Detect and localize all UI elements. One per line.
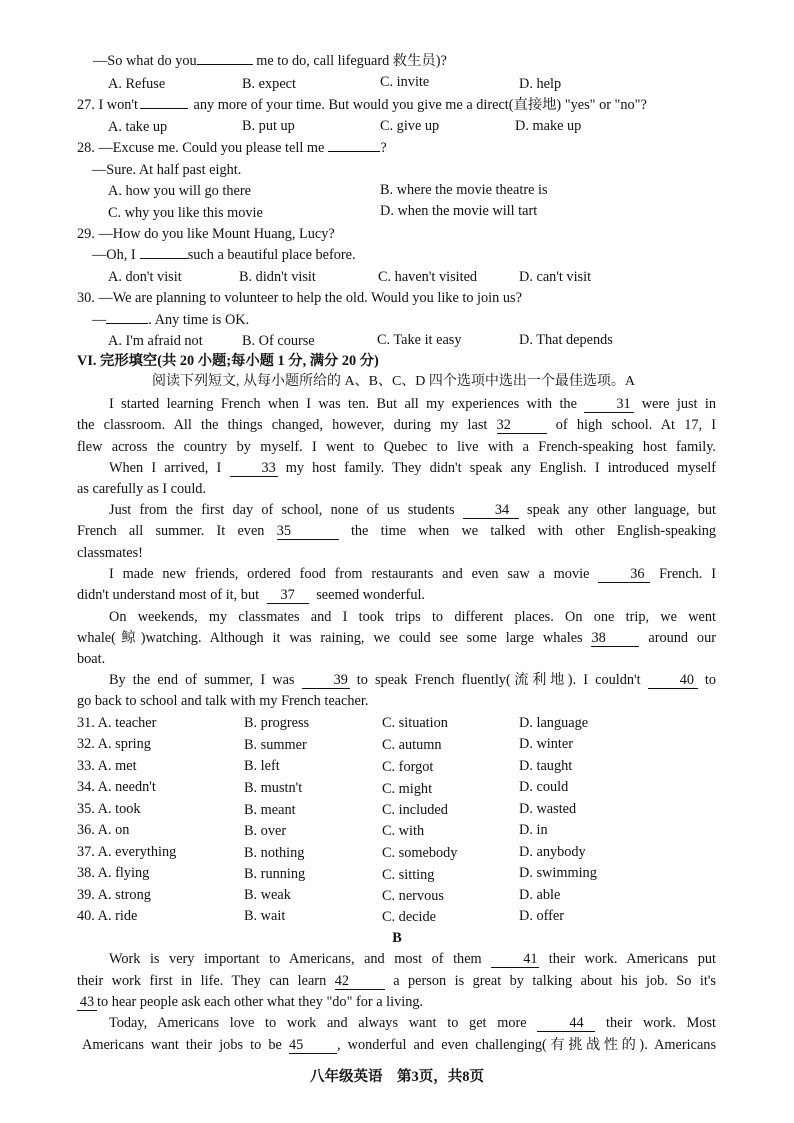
passage-a-p1-line3: flew across the country by myself. I went to Quebec to live with a French-speaking host family. bbox=[77, 439, 716, 455]
q37-option-a: 37. A. everything bbox=[77, 844, 177, 860]
p6-l1-c: to bbox=[704, 672, 716, 688]
p2-l1-b: my host family. They didn't speak any English. I introduced myself bbox=[285, 460, 717, 476]
q33-option-b: B. left bbox=[244, 758, 280, 774]
blank-44: 44 bbox=[537, 1016, 595, 1032]
q27-stem bbox=[77, 96, 647, 114]
q39-option-c: C. nervous bbox=[382, 888, 444, 904]
q36-option-b: B. over bbox=[244, 823, 287, 839]
passage-a-p4-line1 bbox=[77, 565, 716, 583]
q34-option-a: 34. A. needn't bbox=[77, 779, 156, 795]
passage-a-p5-line1: On weekends, my classmates and I took trips to different places. On one trip, we went bbox=[109, 609, 716, 625]
blank-39: 39 bbox=[302, 673, 350, 689]
q29-reply-a: —Oh, I bbox=[92, 247, 136, 263]
q28-option-a: A. how you will go there bbox=[108, 183, 251, 199]
q29-option-a: A. don't visit bbox=[108, 269, 182, 285]
q37-option-d: D. anybody bbox=[519, 844, 586, 860]
p3-l2-a: French all summer. It even bbox=[77, 523, 265, 539]
q30-option-b: B. Of course bbox=[242, 333, 315, 349]
q35-option-d: D. wasted bbox=[519, 801, 577, 817]
passage-a-p3-line2 bbox=[77, 522, 716, 540]
q32-option-c: C. autumn bbox=[382, 737, 442, 753]
passage-a-p5-line3: boat. bbox=[77, 651, 106, 667]
p6-l1-a: By the end of summer, I was bbox=[109, 672, 295, 688]
q27-option-a: A. take up bbox=[108, 119, 168, 135]
passage-b-line1 bbox=[77, 950, 716, 968]
q34-option-c: C. might bbox=[382, 781, 433, 797]
q26-option-d: D. help bbox=[519, 76, 562, 92]
passage-a-p4-line2 bbox=[77, 586, 425, 604]
passage-a-p2-line2: as carefully as I could. bbox=[77, 481, 207, 497]
q36-option-a: 36. A. on bbox=[77, 822, 130, 838]
passage-a-p1-line1 bbox=[77, 395, 716, 413]
pb-l5-a: Americans want their jobs to be bbox=[82, 1037, 282, 1053]
q27-stem-a: 27. I won't bbox=[77, 97, 138, 113]
q30-option-d: D. That depends bbox=[519, 332, 613, 348]
q28-blank bbox=[328, 151, 380, 152]
q30-option-c: C. Take it easy bbox=[377, 332, 462, 348]
passage-a-p3-line1 bbox=[77, 501, 716, 519]
q40-option-a: 40. A. ride bbox=[77, 908, 138, 924]
q32-option-a: 32. A. spring bbox=[77, 736, 151, 752]
q35-option-a: 35. A. took bbox=[77, 801, 141, 817]
q40-option-b: B. wait bbox=[244, 908, 286, 924]
passage-a-p6-line1 bbox=[77, 671, 716, 689]
q28-stem-a: 28. —Excuse me. Could you please tell me bbox=[77, 140, 325, 156]
blank-38: 38 bbox=[591, 631, 639, 647]
p4-l1-b: French. I bbox=[659, 566, 716, 582]
p1-l1-b: were just in bbox=[641, 396, 717, 412]
p1-l2-a: the classroom. All the things changed, however, during my last bbox=[77, 417, 488, 433]
p4-l2-a: didn't understand most of it, but bbox=[77, 587, 260, 603]
q30-stem: 30. —We are planning to volunteer to help the old. Would you like to join us? bbox=[77, 290, 522, 306]
q36-option-d: D. in bbox=[519, 822, 548, 838]
q29-option-d: D. can't visit bbox=[519, 269, 592, 285]
q27-option-b: B. put up bbox=[242, 118, 295, 134]
q39-option-b: B. weak bbox=[244, 887, 291, 903]
passage-b-line2 bbox=[77, 972, 716, 990]
q31-option-a: 31. A. teacher bbox=[77, 715, 157, 731]
q40-option-c: C. decide bbox=[382, 909, 436, 925]
p2-l1-a: When I arrived, I bbox=[109, 460, 222, 476]
q33-option-c: C. forgot bbox=[382, 759, 434, 775]
blank-34: 34 bbox=[463, 503, 519, 519]
q36-option-c: C. with bbox=[382, 823, 425, 839]
q38-option-d: D. swimming bbox=[519, 865, 597, 881]
q38-option-b: B. running bbox=[244, 866, 306, 882]
q31-option-d: D. language bbox=[519, 715, 589, 731]
q33-option-d: D. taught bbox=[519, 758, 573, 774]
q29-stem: 29. —How do you like Mount Huang, Lucy? bbox=[77, 226, 335, 242]
p4-l2-b: seemed wonderful. bbox=[316, 587, 426, 603]
passage-b-line4 bbox=[77, 1014, 716, 1032]
q38-option-a: 38. A. flying bbox=[77, 865, 150, 881]
q26-blank bbox=[197, 64, 253, 65]
q26-option-c: C. invite bbox=[380, 74, 430, 90]
pb-l4-b: their work. Most bbox=[606, 1015, 717, 1031]
q26-option-a: A. Refuse bbox=[108, 76, 166, 92]
blank-37: 37 bbox=[267, 588, 309, 604]
q28-option-d: D. when the movie will tart bbox=[380, 203, 538, 219]
q30-reply-a: — bbox=[92, 312, 107, 328]
q38-option-c: C. sitting bbox=[382, 867, 435, 883]
page-footer: 八年级英语 第3页，共8页 bbox=[310, 1069, 484, 1085]
q30-reply-b: . Any time is OK. bbox=[148, 312, 250, 328]
q28-option-b: B. where the movie theatre is bbox=[380, 182, 548, 198]
p3-l1-b: speak any other language, but bbox=[527, 502, 716, 518]
q27-option-d: D. make up bbox=[515, 118, 582, 134]
q30-option-a: A. I'm afraid not bbox=[108, 333, 203, 349]
q29-reply bbox=[92, 246, 356, 264]
passage-b-line3 bbox=[77, 993, 423, 1011]
pb-l3-b: to hear people ask each other what they "do" for a living. bbox=[97, 994, 424, 1010]
blank-33: 33 bbox=[230, 461, 278, 477]
blank-40: 40 bbox=[648, 673, 698, 689]
p5-l2-a: whale(鲸)watching. Although it was raining, we could see some large whales bbox=[77, 630, 583, 646]
q28-option-c: C. why you like this movie bbox=[108, 205, 263, 221]
blank-31: 31 bbox=[584, 397, 634, 413]
blank-35: 35 bbox=[277, 524, 339, 540]
q26-stem-a: —So what do you bbox=[93, 53, 197, 69]
q28-reply: —Sure. At half past eight. bbox=[92, 162, 242, 178]
q39-option-a: 39. A. strong bbox=[77, 887, 151, 903]
q33-option-a: 33. A. met bbox=[77, 758, 137, 774]
q27-stem-b: any more of your time. But would you give me a direct(直接地) "yes" or "no"? bbox=[189, 97, 647, 113]
passage-b-heading: B bbox=[392, 930, 402, 946]
pb-l1-a: Work is very important to Americans, and most of them bbox=[109, 951, 482, 967]
passage-a-p1-line2 bbox=[77, 416, 716, 434]
q27-option-c: C. give up bbox=[380, 118, 440, 134]
q26-stem bbox=[93, 52, 447, 70]
q32-option-b: B. summer bbox=[244, 737, 307, 753]
pb-l5-b: , wonderful and even challenging(有挑战性的). Americans bbox=[336, 1037, 717, 1053]
q35-option-b: B. meant bbox=[244, 802, 296, 818]
q39-option-d: D. able bbox=[519, 887, 561, 903]
p6-l1-b: to speak French fluently(流利地). I couldn't bbox=[356, 672, 641, 688]
q30-blank bbox=[106, 323, 148, 324]
q26-stem-b: me to do, call lifeguard 救生员)? bbox=[252, 53, 447, 69]
p3-l1-a: Just from the first day of school, none of us students bbox=[109, 502, 455, 518]
blank-36: 36 bbox=[598, 567, 650, 583]
passage-b-line5 bbox=[82, 1036, 716, 1054]
q28-stem bbox=[77, 139, 387, 157]
section-heading: VI. 完形填空(共 20 小题;每小题 1 分, 满分 20 分) bbox=[77, 353, 379, 369]
blank-42: 42 bbox=[335, 974, 385, 990]
blank-41: 41 bbox=[491, 952, 539, 968]
passage-a-p5-line2 bbox=[77, 629, 716, 647]
q37-option-c: C. somebody bbox=[382, 845, 458, 861]
pb-l4-a: Today, Americans love to work and always want to get more bbox=[109, 1015, 527, 1031]
blank-43: 43 bbox=[77, 995, 97, 1011]
q27-blank bbox=[140, 108, 188, 109]
q31-option-b: B. progress bbox=[244, 715, 310, 731]
p4-l1-a: I made new friends, ordered food from restaurants and even saw a movie bbox=[109, 566, 590, 582]
q34-option-d: D. could bbox=[519, 779, 569, 795]
q31-option-c: C. situation bbox=[382, 715, 448, 731]
q29-option-b: B. didn't visit bbox=[239, 269, 316, 285]
p1-l1-a: I started learning French when I was ten. But all my experiences with the bbox=[109, 396, 577, 412]
p5-l2-b: around our bbox=[648, 630, 716, 646]
passage-a-p6-line2: go back to school and talk with my French teacher. bbox=[77, 693, 369, 709]
q34-option-b: B. mustn't bbox=[244, 780, 303, 796]
p1-l2-b: of high school. At 17, I bbox=[555, 417, 716, 433]
q32-option-d: D. winter bbox=[519, 736, 573, 752]
passage-a-p2-line1 bbox=[77, 459, 716, 477]
q29-blank bbox=[140, 258, 188, 259]
blank-32: 32 bbox=[497, 418, 547, 434]
q29-option-c: C. haven't visited bbox=[378, 269, 478, 285]
q29-reply-b: such a beautiful place before. bbox=[187, 247, 356, 263]
pb-l1-b: their work. Americans put bbox=[548, 951, 717, 967]
q37-option-b: B. nothing bbox=[244, 845, 305, 861]
pb-l2-a: their work first in life. They can learn bbox=[77, 973, 327, 989]
pb-l2-b: a person is great by talking about his job. So it's bbox=[393, 973, 716, 989]
passage-a-p3-line3: classmates! bbox=[77, 545, 143, 561]
q28-stem-b: ? bbox=[380, 140, 387, 156]
p3-l2-b: the time when we talked with other English-speaking bbox=[350, 523, 717, 539]
blank-45: 45 bbox=[289, 1038, 337, 1054]
q26-option-b: B. expect bbox=[242, 76, 296, 92]
q40-option-d: D. offer bbox=[519, 908, 564, 924]
q35-option-c: C. included bbox=[382, 802, 448, 818]
section-instruction: 阅读下列短文, 从每小题所给的 A、B、C、D 四个选项中选出一个最佳选项。A bbox=[152, 374, 636, 389]
q30-reply bbox=[92, 311, 249, 329]
